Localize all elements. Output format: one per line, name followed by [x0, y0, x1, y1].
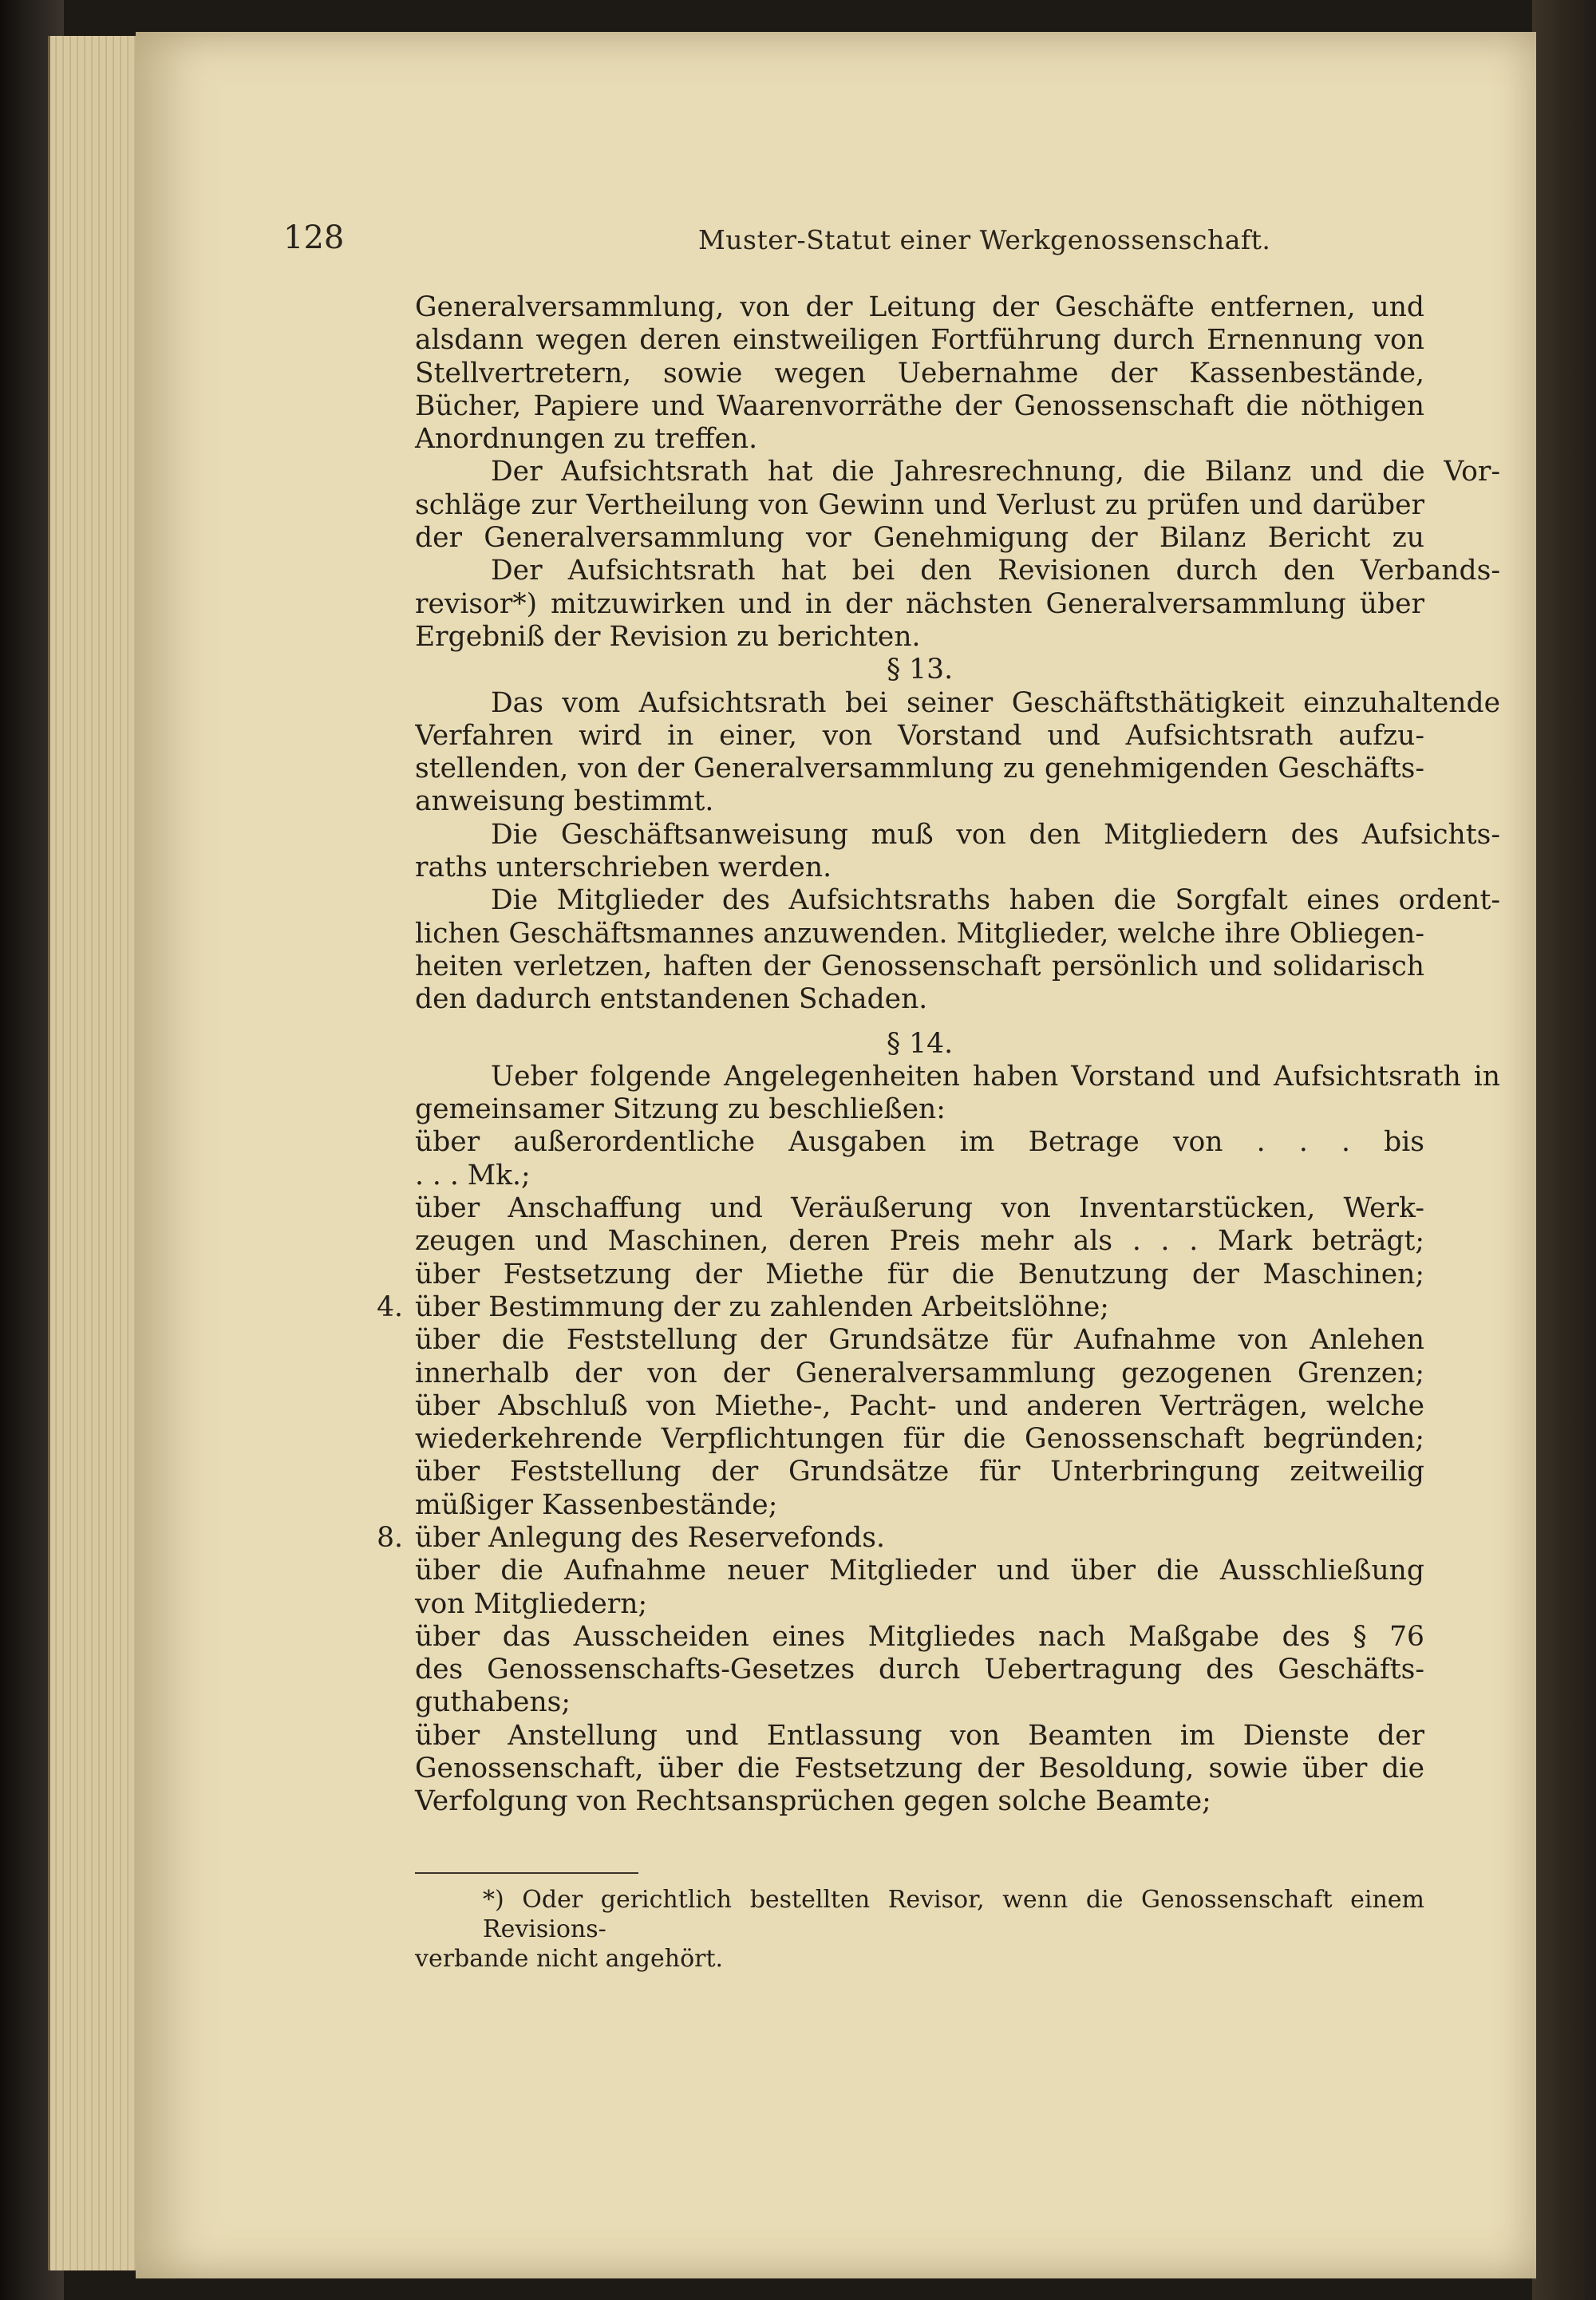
text-line: Ueber folgende Angelegenheiten haben Vorstand und Aufsichtsrath in — [491, 1060, 1500, 1093]
list-text: über außerordentliche Ausgaben im Betrage von . . . bis — [415, 1126, 1424, 1159]
text-line: Die Mitglieder des Aufsichtsraths haben die Sorgfalt eines ordent- — [491, 884, 1500, 917]
list-item — [377, 1521, 1424, 1555]
list-item — [415, 1192, 1424, 1259]
text-line: schläge zur Vertheilung von Gewinn und Verlust zu prüfen und darüber — [415, 488, 1424, 521]
list-item — [415, 1390, 1424, 1456]
running-title: Muster-Statut einer Werkgenossenschaft. — [698, 224, 1271, 255]
list-item-line: guthabens; — [415, 1686, 571, 1719]
list-number: 8. — [377, 1521, 403, 1554]
list-text: über Abschluß von Miethe-, Pacht- und anderen Verträgen, welche — [415, 1389, 1424, 1422]
list-item — [415, 1324, 1424, 1390]
right-margin-dark — [1532, 0, 1596, 2300]
list-item-line — [415, 1456, 1424, 1488]
list-item — [377, 1290, 1424, 1324]
list-text: über Bestimmung der zu zahlenden Arbeitslöhne; — [415, 1290, 1109, 1323]
list-item-line — [415, 1390, 1424, 1423]
list-item-line — [415, 1259, 1424, 1291]
paragraph-annual-accounts — [415, 456, 1500, 555]
section-heading-14: § 14. — [886, 1027, 954, 1060]
text-line: Das vom Aufsichtsrath bei seiner Geschäftsthätigkeit einzuhaltende — [491, 686, 1500, 719]
text-line: alsdann wegen deren einstweiligen Fortführung durch Ernennung von — [415, 324, 1424, 357]
footnote-line: *) Oder gerichtlich bestellten Revisor, wenn die Genossenschaft einem Revisions- — [483, 1886, 1424, 1943]
list-text: über Feststellung der Grundsätze für Unterbringung zeitweilig — [415, 1456, 1424, 1488]
text-line: lichen Geschäftsmannes anzuwenden. Mitglieder, welche ihre Obliegen- — [415, 917, 1424, 950]
list-item-line — [377, 1521, 1424, 1555]
list-text: über Anschaffung und Veräußerung von Inventarstücken, Werk- — [415, 1192, 1424, 1225]
footnote — [415, 1885, 1424, 1974]
text-line: Stellvertretern, sowie wegen Uebernahme der Kassenbestände, — [415, 357, 1424, 389]
text-line: raths unterschrieben werden. — [415, 852, 832, 884]
list-item-line — [415, 1720, 1424, 1753]
list-item — [415, 1720, 1424, 1819]
section-heading-13: § 13. — [886, 654, 954, 686]
text-line: revisor*) mitzuwirken und in der nächsten Generalversammlung über — [415, 587, 1424, 620]
text-line: Der Aufsichtsrath hat bei den Revisionen durch den Verbands- — [491, 555, 1500, 587]
page-header — [283, 219, 1428, 267]
list-item-line: Genossenschaft, über die Festsetzung der Besoldung, sowie über die — [415, 1753, 1424, 1785]
list-text: über die Aufnahme neuer Mitglieder und über die Ausschließung — [415, 1555, 1424, 1587]
list-item-line: innerhalb der von der Generalversammlung gezogenen Grenzen; — [415, 1357, 1424, 1389]
page-number: 128 — [283, 219, 345, 256]
list-item-line — [415, 1126, 1424, 1159]
list-text: über das Ausscheiden eines Mitgliedes nach Maßgabe des § 76 — [415, 1620, 1424, 1653]
list-item — [415, 1259, 1424, 1291]
list-text: über die Feststellung der Grundsätze für Aufnahme von Anlehen — [415, 1324, 1424, 1357]
paragraph-revision — [415, 555, 1500, 654]
section-13-paragraph-1 — [415, 686, 1500, 819]
text-line: anweisung bestimmt. — [415, 785, 714, 818]
body-text — [377, 291, 1500, 1819]
text-line: der Generalversammlung vor Genehmigung der Bilanz Bericht zu — [415, 522, 1424, 555]
footnote-line: verbande nicht angehört. — [415, 1945, 724, 1973]
list-item-line — [377, 1290, 1424, 1324]
list-item-line: Verfolgung von Rechtsansprüchen gegen solche Beamte; — [415, 1785, 1211, 1818]
list-item — [415, 1555, 1424, 1621]
text-line: heiten verletzen, haften der Genossenschaft persönlich und solidarisch — [415, 950, 1424, 982]
list-text: über Anlegung des Reservefonds. — [415, 1521, 885, 1554]
section-13-paragraph-2 — [415, 818, 1500, 885]
list-item — [415, 1126, 1424, 1192]
footnote-rule — [415, 1872, 638, 1874]
list-item-line: zeugen und Maschinen, deren Preis mehr als . . . Mark beträgt; — [415, 1225, 1424, 1258]
list-item-line: . . . Mk.; — [415, 1159, 531, 1191]
text-line: Bücher, Papiere und Waarenvorräthe der Genossenschaft die nöthigen — [415, 389, 1424, 422]
list-number: 4. — [377, 1290, 403, 1323]
section-13-paragraph-3 — [415, 884, 1500, 1016]
section-14-intro — [415, 1060, 1500, 1127]
list-item-line — [415, 1192, 1424, 1225]
text-line: Verfahren wird in einer, von Vorstand und Aufsichtsrath aufzu- — [415, 719, 1424, 752]
paragraph-intro — [415, 291, 1424, 456]
text-line: gemeinsamer Sitzung zu beschließen: — [415, 1093, 946, 1126]
list-item — [415, 1621, 1424, 1720]
list-item-line — [415, 1555, 1424, 1587]
list-item — [415, 1456, 1424, 1522]
section-14-list — [377, 1126, 1424, 1818]
text-line: Ergebniß der Revision zu berichten. — [415, 620, 921, 653]
list-text: über Festsetzung der Miethe für die Benutzung der Maschinen; — [415, 1258, 1424, 1290]
list-item-line: des Genossenschafts-Gesetzes durch Uebertragung des Geschäfts- — [415, 1654, 1424, 1686]
text-line: Generalversammlung, von der Leitung der Geschäfte entfernen, und — [415, 291, 1424, 323]
page-edges — [48, 36, 146, 2270]
list-item-line: müßiger Kassenbestände; — [415, 1488, 778, 1521]
text-line: Anordnungen zu treffen. — [415, 423, 758, 456]
text-line: den dadurch entstandenen Schaden. — [415, 983, 928, 1016]
text-line: Die Geschäftsanweisung muß von den Mitgliedern des Aufsichts- — [491, 818, 1500, 851]
list-item-line — [415, 1324, 1424, 1357]
spacer — [415, 1017, 1424, 1028]
list-item-line — [415, 1621, 1424, 1654]
list-text: über Anstellung und Entlassung von Beamten im Dienste der — [415, 1719, 1424, 1752]
list-item-line: wiederkehrende Verpflichtungen für die Genossenschaft begründen; — [415, 1423, 1424, 1456]
list-item-line: von Mitgliedern; — [415, 1587, 648, 1620]
text-line: stellenden, von der Generalversammlung zu genehmigenden Geschäfts- — [415, 753, 1424, 785]
text-line: Der Aufsichtsrath hat die Jahresrechnung, die Bilanz und die Vor- — [491, 456, 1500, 488]
